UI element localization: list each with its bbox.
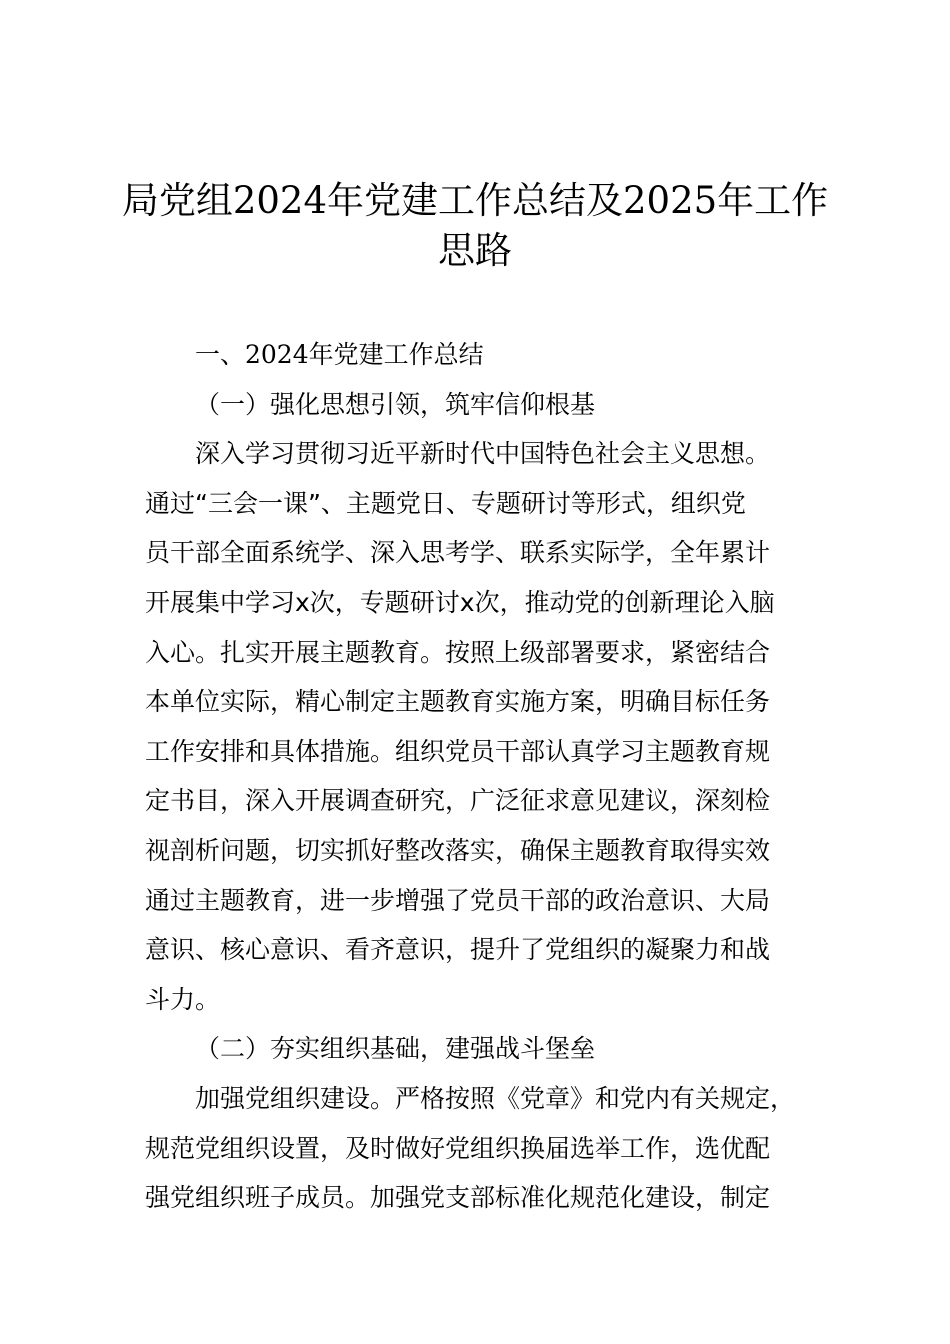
document-title — [100, 176, 850, 276]
paragraph-line: 通过“三会一课”、主题党日、专题研讨等形式，组织党 — [145, 488, 746, 518]
paragraph-line: 视剖析问题，切实抓好整改落实，确保主题教育取得实效 — [145, 835, 771, 865]
paragraph-line: 本单位实际，精心制定主题教育实施方案，明确目标任务 — [145, 687, 771, 717]
paragraph-line: 深入学习贯彻习近平新时代中国特色社会主义思想。 — [195, 439, 771, 469]
paragraph-line: 入心。扎实开展主题教育。按照上级部署要求，紧密结合 — [145, 637, 771, 667]
paragraph-line: 员干部全面系统学、深入思考学、联系实际学，全年累计 — [145, 538, 771, 568]
paragraph-line: 斗力。 — [145, 984, 221, 1014]
paragraph-line: 加强党组织建设。严格按照《党章》和党内有关规定， — [195, 1083, 796, 1113]
paragraph-line: 规范党组织设置，及时做好党组织换届选举工作，选优配 — [145, 1133, 771, 1163]
paragraph-line: 意识、核心意识、看齐意识，提升了党组织的凝聚力和战 — [145, 935, 771, 965]
paragraph-line: 开展集中学习x次，专题研讨x次，推动党的创新理论入脑 — [145, 587, 775, 617]
paragraph-line: 强党组织班子成员。加强党支部标准化规范化建设，制定 — [145, 1183, 771, 1213]
subsection-heading-2: （二）夯实组织基础，建强战斗堡垒 — [195, 1034, 596, 1064]
title-line-1: 局党组2024年党建工作总结及2025年工作 — [121, 179, 829, 222]
subsection-heading-1: （一）强化思想引领，筑牢信仰根基 — [195, 389, 596, 419]
section-heading-1: 一、2024年党建工作总结 — [195, 340, 484, 369]
paragraph-line: 工作安排和具体措施。组织党员干部认真学习主题教育规 — [145, 736, 771, 766]
paragraph-line: 通过主题教育，进一步增强了党员干部的政治意识、大局 — [145, 885, 771, 915]
paragraph-1 — [145, 429, 835, 1024]
title-line-2: 思路 — [438, 229, 512, 272]
paragraph-line: 定书目，深入开展调查研究，广泛征求意见建议，深刻检 — [145, 786, 771, 816]
paragraph-2 — [145, 1074, 835, 1223]
document-body — [145, 330, 835, 1223]
